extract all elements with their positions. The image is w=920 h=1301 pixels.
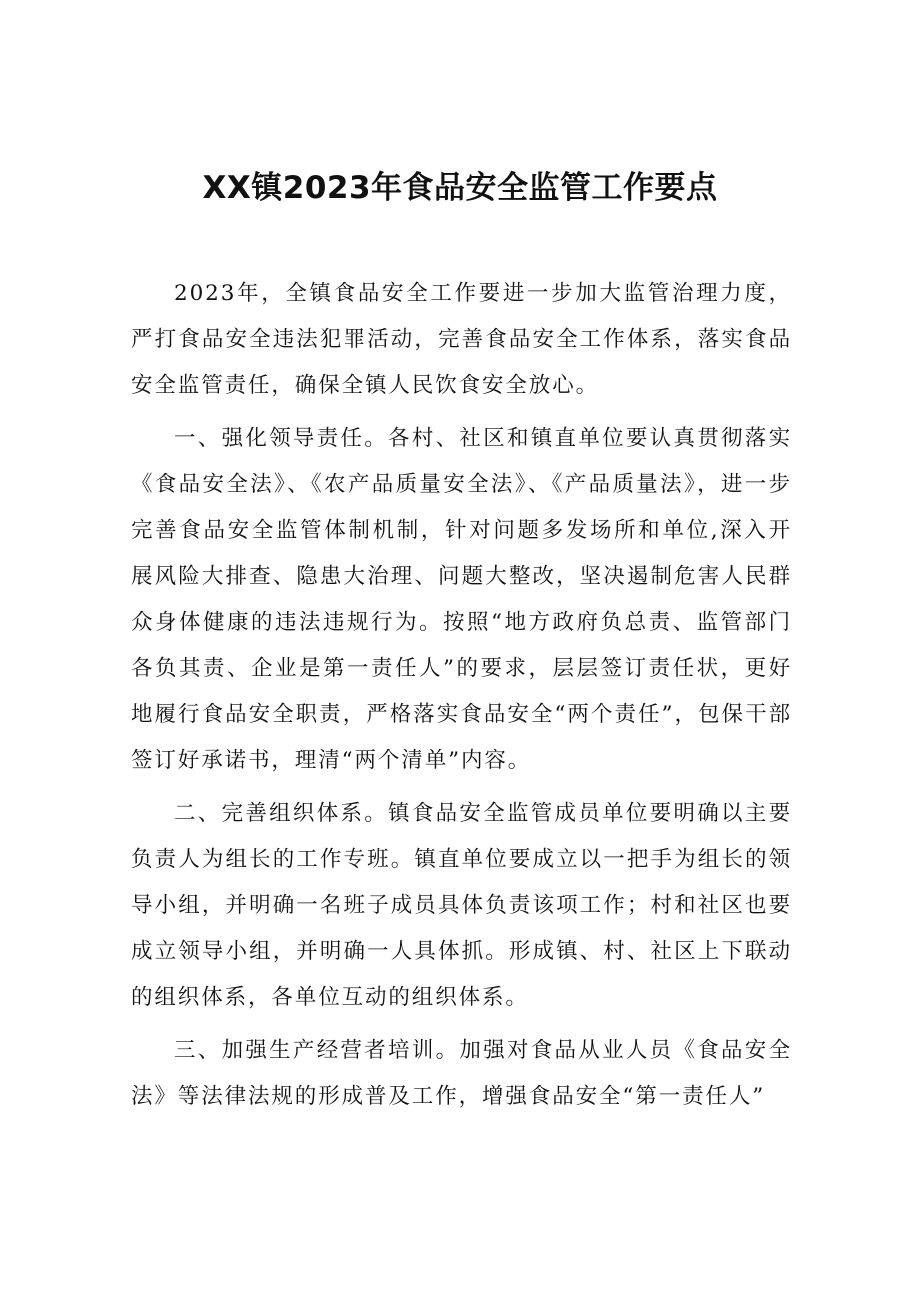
paragraph-intro: 2023年，全镇食品安全工作要进一步加大监管治理力度，严打食品安全违法犯罪活动，完善食品安全工作体系，落实食品安全监管责任，确保全镇人民饮食安全放心。 [131,281,792,398]
paragraph-section-1: 一、强化领导责任。各村、社区和镇直单位要认真贯彻落实《食品安全法》、《农产品质量安全法》、《产品质量法》，进一步完善食品安全监管体制机制，针对问题多发场所和单位,深入开展风险大排查、隐患大治理、问题大整改，坚决遏制危害人民群众身体健康的违法违规行为。按照“地方政府负总责、监管部门各负其责、企业是第一责任人”的要求，层层签订责任状，更好地履行食品安全职责，严格落实食品安全“两个责任”，包保干部签订好承诺书，理清“两个清单”内容。 [131,426,792,773]
document-title: XX镇2023年食品安全监管工作要点 [202,170,718,206]
document-body [131,271,792,1127]
paragraph-section-3: 三、加强生产经营者培训。加强对食品从业人员《食品安全法》等法律法规的形成普及工作，增强食品安全“第一责任人” [131,1038,792,1109]
paragraph-section-2: 二、完善组织体系。镇食品安全监管成员单位要明确以主要负责人为组长的工作专班。镇直单位要成立以一把手为组长的领导小组，并明确一名班子成员具体负责该项工作；村和社区也要成立领导小组，并明确一人具体抓。形成镇、村、社区上下联动的组织体系，各单位互动的组织体系。 [131,801,792,1010]
